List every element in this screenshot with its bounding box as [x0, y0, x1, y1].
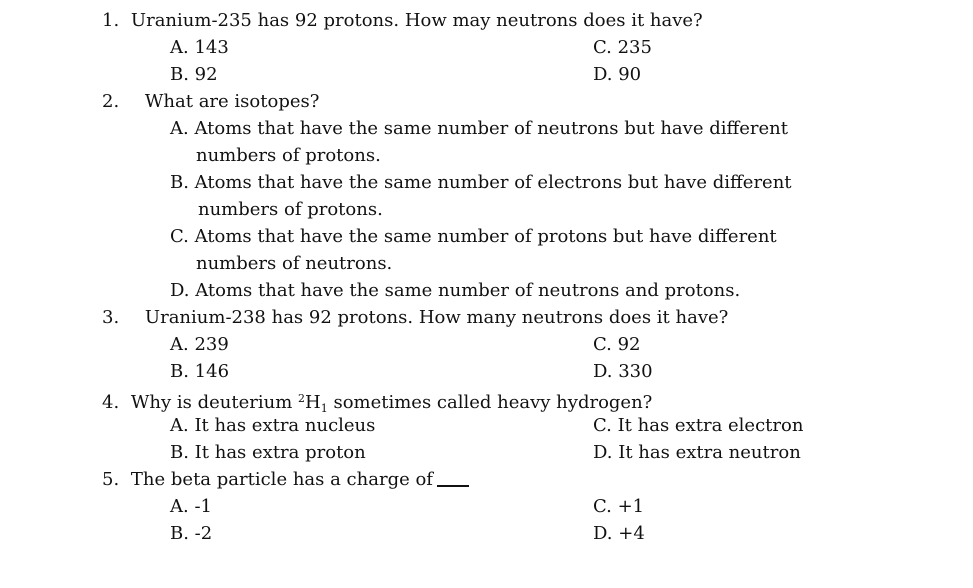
- option-d: D. Atoms that have the same number of neutrons and protons.: [170, 280, 741, 301]
- atomic-number-subscript: 1: [320, 402, 328, 415]
- option-b: B. 92: [170, 64, 218, 85]
- question-1: [102, 10, 703, 32]
- question-number: 5.: [102, 469, 120, 490]
- option-a: A. Atoms that have the same number of neutrons but have different: [170, 118, 788, 139]
- option-d: D. 330: [593, 361, 653, 382]
- option-d: D. +4: [593, 523, 645, 544]
- question-3: [102, 307, 728, 329]
- option-c: C. Atoms that have the same number of protons but have different: [170, 226, 777, 247]
- mass-number-superscript: 2: [298, 392, 306, 405]
- question-text-part: Why is deuterium: [130, 392, 299, 413]
- option-d: D. It has extra neutron: [593, 442, 801, 463]
- question-text-part: sometimes called heavy hydrogen?: [327, 392, 653, 413]
- option-a-continued: numbers of protons.: [196, 145, 381, 166]
- option-c-continued: numbers of neutrons.: [196, 253, 393, 274]
- question-number: 2.: [102, 91, 120, 112]
- question-number: 1.: [102, 10, 120, 31]
- option-c: C. 92: [593, 334, 641, 355]
- option-b-continued: numbers of protons.: [198, 199, 383, 220]
- option-c: C. +1: [593, 496, 645, 517]
- option-b: B. Atoms that have the same number of electrons but have different: [170, 172, 792, 193]
- option-b: B. 146: [170, 361, 230, 382]
- question-5: [102, 469, 469, 491]
- option-a: A. 239: [170, 334, 229, 355]
- question-number: 4.: [102, 392, 120, 413]
- element-symbol: H: [305, 392, 321, 413]
- question-2: [102, 91, 319, 113]
- option-d: D. 90: [593, 64, 642, 85]
- option-c: C. It has extra electron: [593, 415, 804, 436]
- question-text: What are isotopes?: [144, 91, 320, 112]
- question-text: [131, 392, 652, 413]
- option-a: A. 143: [170, 37, 229, 58]
- option-c: C. 235: [593, 37, 652, 58]
- option-b: B. -2: [170, 523, 213, 544]
- option-a: A. It has extra nucleus: [170, 415, 376, 436]
- question-text: Uranium-235 has 92 protons. How may neutrons does it have?: [130, 10, 703, 31]
- question-number: 3.: [102, 307, 120, 328]
- option-a: A. -1: [170, 496, 212, 517]
- answer-blank: [437, 471, 469, 487]
- question-text: Uranium-238 has 92 protons. How many neutrons does it have?: [144, 307, 729, 328]
- question-text: The beta particle has a charge of: [130, 469, 433, 490]
- option-b: B. It has extra proton: [170, 442, 366, 463]
